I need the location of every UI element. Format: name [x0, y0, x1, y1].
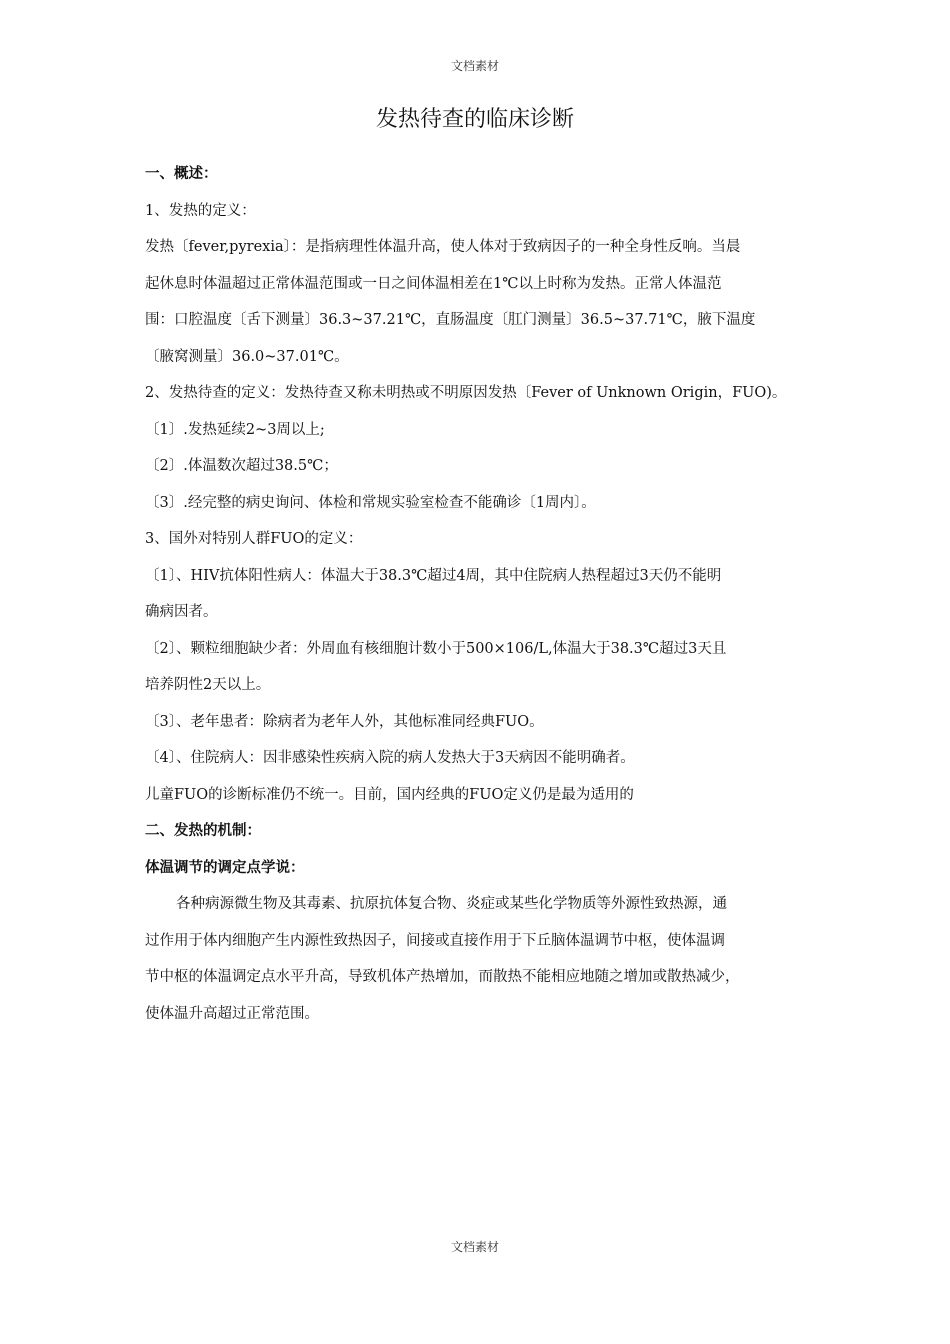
page-header: 文档素材	[450, 59, 499, 73]
text-line: 2、发热待查的定义：发热待查又称未明热或不明原因发热〔Fever of Unknown Origin，FUO)。	[145, 385, 787, 401]
text-line: 儿童FUO的诊断标准仍不统一。目前，国内经典的FUO定义仍是最为适用的	[145, 786, 634, 803]
text-line: 围：口腔温度〔舌下测量〕36.3~37.21℃，直肠温度〔肛门测量〕36.5~37.71℃，腋下温度	[145, 312, 756, 328]
text-line: 〔1〕、HIV抗体阳性病人：体温大于38.3℃超过4周，其中住院病人热程超过3天仍不能明	[145, 567, 722, 584]
text-line: 〔4〕、住院病人：因非感染性疾病入院的病人发热大于3天病因不能明确者。	[145, 750, 635, 766]
text-line: 使体温升高超过正常范围。	[145, 1005, 319, 1022]
text-line: 起休息时体温超过正常体温范围或一日之间体温相差在1℃以上时称为发热。正常人体温范	[145, 275, 722, 292]
text-line: 3、国外对特别人群FUO的定义：	[145, 531, 363, 547]
text-line: 各种病源微生物及其毒素、抗原抗体复合物、炎症或某些化学物质等外源性致热源，通	[176, 896, 727, 912]
text-line: 发热〔fever,pyrexia〕：是指病理性体温升高，使人体对于致病因子的一种全身性反响。当晨	[145, 239, 741, 255]
document-body	[145, 156, 810, 1032]
document-title: 发热待查的临床诊断	[375, 107, 574, 132]
section-heading: 二、发热的机制：	[145, 822, 261, 839]
page-footer: 文档素材	[450, 1240, 499, 1254]
text-line: 〔2〕.体温数次超过38.5℃；	[145, 458, 338, 474]
text-line: 过作用于体内细胞产生内源性致热因子，间接或直接作用于下丘脑体温调节中枢，使体温调	[145, 932, 725, 949]
section-heading: 一、概述：	[145, 165, 218, 182]
text-line: 〔腋窝测量〕36.0~37.01℃。	[145, 348, 349, 365]
text-line: 1、发热的定义：	[145, 202, 256, 219]
section-heading: 体温调节的调定点学说：	[145, 858, 305, 876]
text-line: 培养阴性2天以上。	[145, 677, 271, 693]
text-line: 确病因者。	[145, 604, 218, 620]
text-line: 节中枢的体温调定点水平升高，导致机体产热增加，而散热不能相应地随之增加或散热减少，	[145, 969, 740, 985]
text-line: 〔3〕.经完整的病史询问、体检和常规实验室检查不能确诊〔1周内〕。	[145, 494, 596, 511]
text-line: 〔3〕、老年患者：除病者为老年人外，其他标准同经典FUO。	[145, 713, 544, 730]
text-line: 〔2〕、颗粒细胞缺少者：外周血有核细胞计数小于500×106/L,体温大于38.3℃超过3天且	[145, 640, 727, 657]
text-line: 〔1〕.发热延续2~3周以上;	[145, 421, 325, 438]
